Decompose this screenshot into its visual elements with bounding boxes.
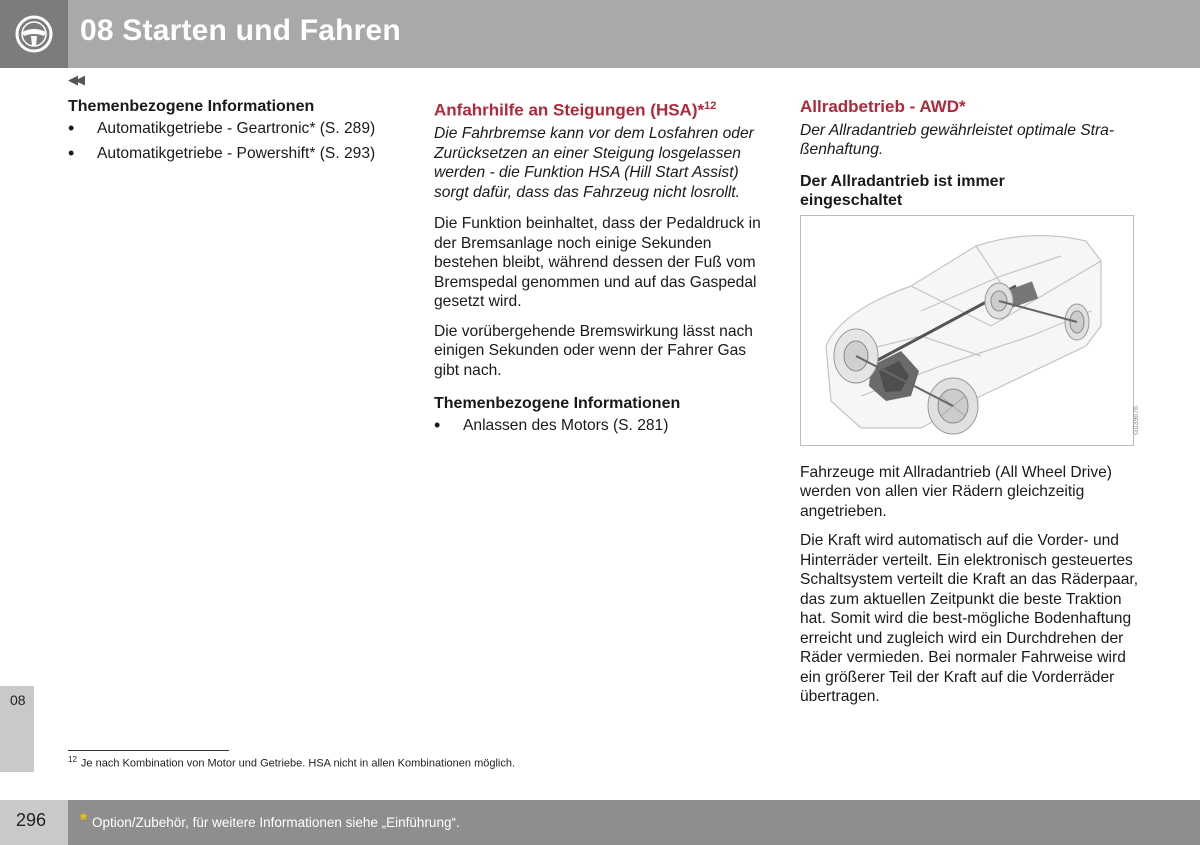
- column-2: [434, 97, 769, 441]
- awd-paragraph-1: Fahrzeuge mit Allradantrieb (All Wheel Drive) werden von allen vier Rädern gleichzeitig angetrieben.: [800, 463, 1112, 520]
- chapter-icon-box: [0, 0, 68, 68]
- chapter-side-tab-label: 08: [10, 692, 26, 708]
- related-link-powershift[interactable]: • Automatikgetriebe - Powershift* (S. 293): [68, 144, 398, 164]
- footnote-text: Je nach Kombination von Motor und Getriebe. HSA nicht in allen Kombinationen möglich.: [80, 757, 516, 770]
- awd-paragraph-2: Die Kraft wird automatisch auf die Vorder- und Hinterräder verteilt. Ein elektronisch gesteuertes Schaltsystem verteilt die Kraft an das Räderpaar, das zum aktuellen Zeitpunkt die beste Traktion hat. Somit wird die best-mögliche Bodenhaftung erreicht und zugleich wird ein Durchdrehen der Räder vermieden. Bei normaler Fahrweise wird ein größerer Teil der Kraft auf die Vorderräder übertragen.: [800, 532, 1139, 705]
- option-star-icon: *: [80, 810, 88, 830]
- back-arrows-icon[interactable]: ◀◀: [68, 72, 82, 87]
- footnote: [68, 755, 515, 770]
- page-number: 296: [16, 810, 47, 830]
- section-title-hsa-text: Anfahrhilfe an Steigungen (HSA)*: [434, 100, 705, 120]
- section-title-awd: Allradbetrieb - AWD*: [800, 97, 966, 116]
- footnote-ref[interactable]: 12: [704, 100, 717, 112]
- related-link-geartronic[interactable]: • Automatikgetriebe - Geartronic* (S. 289): [68, 119, 398, 139]
- hsa-related-list: [434, 416, 769, 436]
- steering-wheel-icon: [14, 14, 54, 54]
- awd-car-drawing: [801, 216, 1133, 445]
- column-1: [68, 97, 398, 170]
- related-info-list: [68, 119, 398, 164]
- footer-note: Option/Zubehör, für weitere Informationen siehe „Einführung“.: [92, 815, 460, 830]
- chapter-title: 08 Starten und Fahren: [80, 14, 401, 47]
- related-link-engine-start[interactable]: • Anlassen des Motors (S. 281): [434, 416, 769, 436]
- awd-subheading: Der Allradantrieb ist immer eingeschaltet: [800, 172, 1005, 209]
- footnote-number: 12: [68, 755, 77, 764]
- column-3: [800, 97, 1140, 717]
- figure-code: G039676: [1133, 405, 1140, 435]
- awd-car-illustration: [800, 215, 1140, 446]
- footnote-divider: [68, 750, 229, 751]
- related-info-heading: Themenbezogene Informationen: [68, 98, 315, 115]
- hsa-paragraph-2: Die vorübergehende Bremswirkung lässt nach einigen Sekunden oder wenn der Fahrer Gas gibt nach.: [434, 322, 753, 379]
- section-title-hsa: [434, 97, 769, 120]
- chapter-header: [0, 0, 1200, 68]
- hsa-intro: Die Fahrbremse kann vor dem Losfahren oder Zurücksetzen an einer Steigung losgelassen werden - die Funktion HSA (Hill Start Assist) sorgt dafür, dass das Fahrzeug nicht losrollt.: [434, 125, 754, 201]
- awd-intro: Der Allradantrieb gewährleistet optimale Stra-ßenhaftung.: [800, 121, 1115, 158]
- hsa-related-heading: Themenbezogene Informationen: [434, 395, 681, 413]
- hsa-paragraph-1: Die Funktion beinhaltet, dass der Pedaldruck in der Bremsanlage noch einige Sekunden bestehen bleibt, während dessen der Fuß vom Bremspedal genommen und auf das Gaspedal gesetzt wird.: [434, 215, 761, 311]
